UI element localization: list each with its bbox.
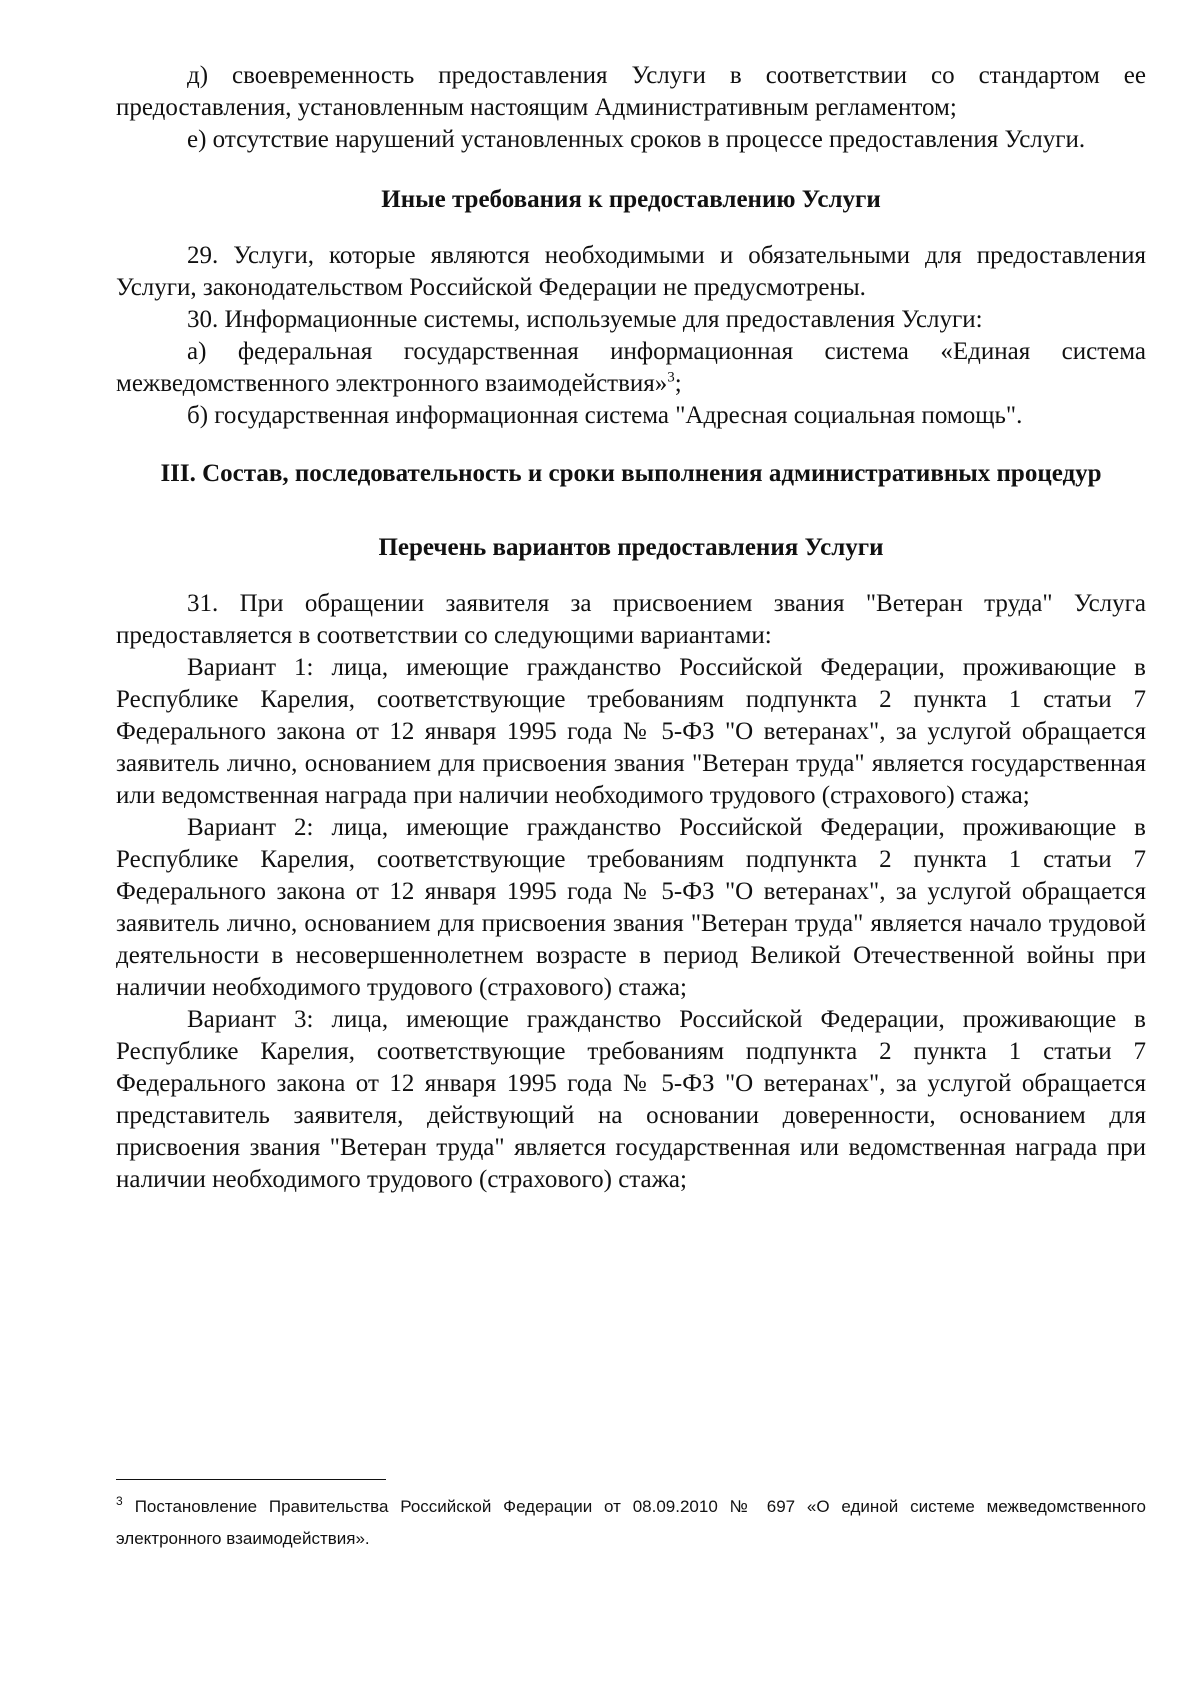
paragraph-30a-text: а) федеральная государственная информационная система «Единая система межведомственного электронного взаимодействия»	[116, 338, 1146, 397]
paragraph-30: 30. Информационные системы, используемые для предоставления Услуги:	[187, 306, 983, 333]
paragraph-29: 29. Услуги, которые являются необходимыми и обязательными для предоставления Услуги, законодательством Российской Федерации не предусмотрены.	[116, 242, 1146, 301]
footnote-reference[interactable]: 3	[667, 369, 675, 386]
footnote-separator	[116, 1479, 386, 1480]
variant-1: Вариант 1: лица, имеющие гражданство Российской Федерации, проживающие в Республике Карелия, соответствующие требованиям подпункта 2 пункта 1 статьи 7 Федерального закона от 12 января 1995 года № 5-ФЗ "О ветеранах", за услугой обращается заявитель лично, основанием для присвоения звания "Ветеран труда" является государственная или ведомственная награда при наличии необходимого трудового (страхового) стажа;	[116, 654, 1146, 809]
variant-3: Вариант 3: лица, имеющие гражданство Российской Федерации, проживающие в Республике Карелия, соответствующие требованиям подпункта 2 пункта 1 статьи 7 Федерального закона от 12 января 1995 года № 5-ФЗ "О ветеранах", за услугой обращается представитель заявителя, действующий на основании доверенности, основанием для присвоения звания "Ветеран труда" является государственная или ведомственная награда при наличии необходимого трудового (страхового) стажа;	[116, 1006, 1146, 1193]
variant-2: Вариант 2: лица, имеющие гражданство Российской Федерации, проживающие в Республике Карелия, соответствующие требованиям подпункта 2 пункта 1 статьи 7 Федерального закона от 12 января 1995 года № 5-ФЗ "О ветеранах", за услугой обращается заявитель лично, основанием для присвоения звания "Ветеран труда" является начало трудовой деятельности в несовершеннолетнем возрасте в период Великой Отечественной войны при наличии необходимого трудового (страхового) стажа;	[116, 814, 1146, 1001]
footnote	[116, 1491, 1146, 1555]
footnote-text: Постановление Правительства Российской Федерации от 08.09.2010 № 697 «О единой системе межведомственного электронного взаимодействия».	[116, 1497, 1146, 1548]
heading-other-requirements: Иные требования к предоставлению Услуги	[381, 186, 881, 213]
paragraph-30a	[116, 336, 1146, 400]
paragraph-item-e: е) отсутствие нарушений установленных сроков в процессе предоставления Услуги.	[187, 126, 1086, 153]
heading-section-3: III. Состав, последовательность и сроки выполнения административных процедур	[160, 460, 1102, 487]
heading-variants: Перечень вариантов предоставления Услуги	[378, 534, 884, 561]
paragraph-31: 31. При обращении заявителя за присвоением звания "Ветеран труда" Услуга предоставляется в соответствии со следующими вариантами:	[116, 590, 1146, 649]
paragraph-30a-end: ;	[674, 370, 682, 397]
paragraph-item-d: д) своевременность предоставления Услуги в соответствии со стандартом ее предоставления, установленным настоящим Административным регламентом;	[116, 62, 1146, 121]
document-body	[116, 60, 1146, 1196]
paragraph-30b: б) государственная информационная система "Адресная социальная помощь".	[187, 402, 1023, 429]
footnote-mark: 3	[116, 1494, 123, 1509]
